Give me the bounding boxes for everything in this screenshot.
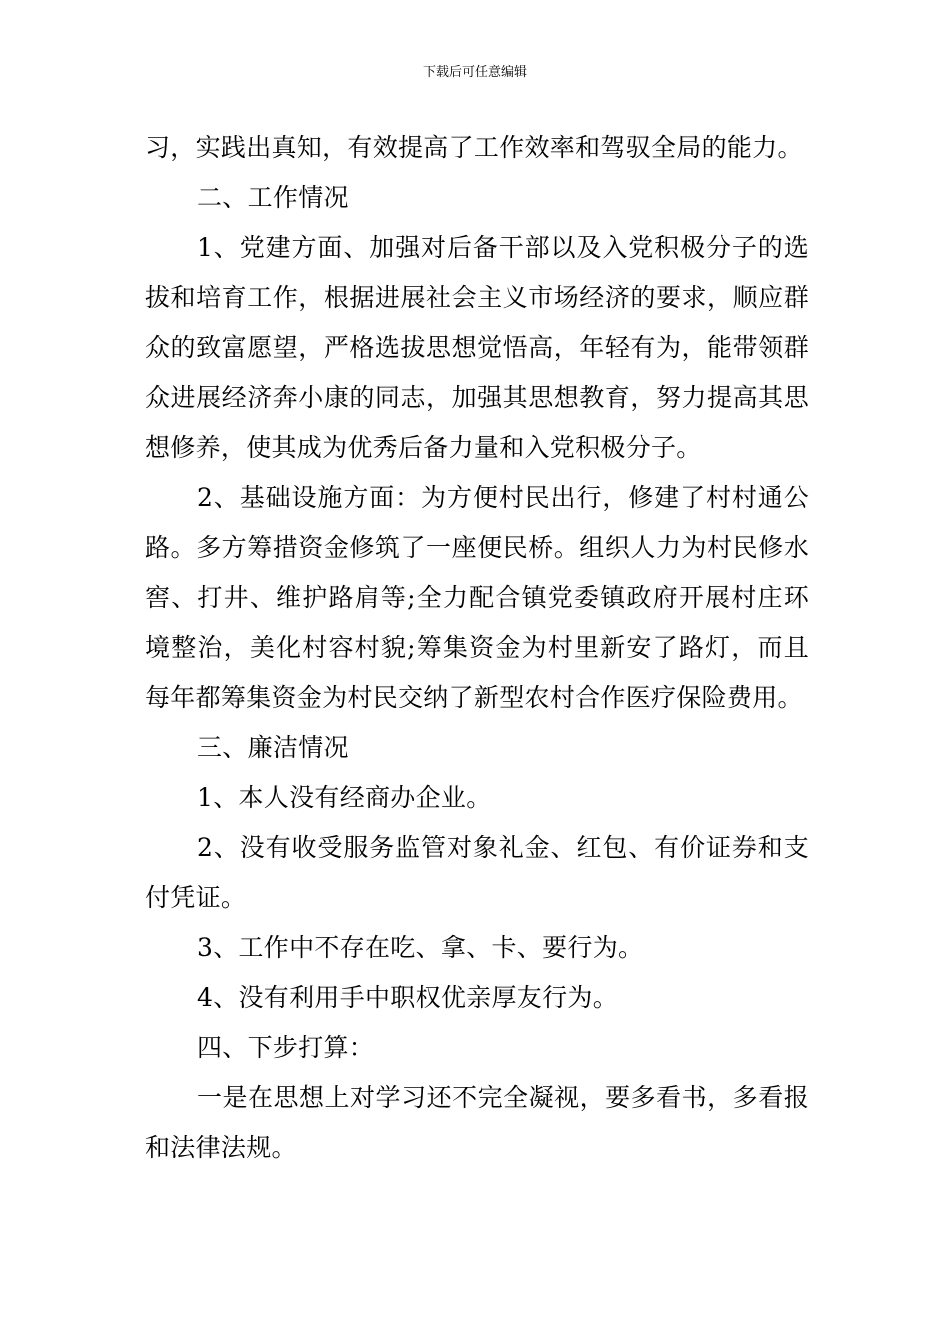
paragraph-integrity-1: 1、本人没有经商办企业。: [197, 783, 492, 812]
paragraph-continuation: 习，实践出真知，有效提高了工作效率和驾驭全局的能力。: [145, 133, 803, 162]
document-body: [145, 123, 809, 1173]
paragraph-infrastructure: 2、基础设施方面：为方便村民出行，修建了村村通公路。多方筹措资金修筑了一座便民桥。组织人力为村民修水窖、打井、维护路肩等;全力配合镇党委镇政府开展村庄环境整治，美化村容村貌;筹集资金为村里新安了路灯，而且每年都筹集资金为村民交纳了新型农村合作医疗保险费用。: [145, 483, 809, 712]
section-heading-integrity: 三、廉洁情况: [197, 733, 349, 762]
page-header: 下载后可任意编辑: [422, 65, 527, 80]
paragraph-integrity-4: 4、没有利用手中职权优亲厚友行为。: [197, 983, 619, 1012]
paragraph-integrity-3: 3、工作中不存在吃、拿、卡、要行为。: [197, 933, 644, 962]
paragraph-party-building: 1、党建方面、加强对后备干部以及入党积极分子的选拔和培育工作，根据进展社会主义市场经济的要求，顺应群众的致富愿望，严格选拔思想觉悟高，年轻有为，能带领群众进展经济奔小康的同志，加强其思想教育，努力提高其思想修养，使其成为优秀后备力量和入党积极分子。: [145, 233, 809, 462]
paragraph-integrity-2: 2、没有收受服务监管对象礼金、红包、有价证券和支付凭证。: [145, 833, 809, 912]
section-heading-next-steps: 四、下步打算：: [197, 1033, 375, 1062]
section-heading-work: 二、工作情况: [197, 183, 349, 212]
paragraph-next-step-1: 一是在思想上对学习还不完全凝视，要多看书，多看报和法律法规。: [145, 1083, 809, 1162]
